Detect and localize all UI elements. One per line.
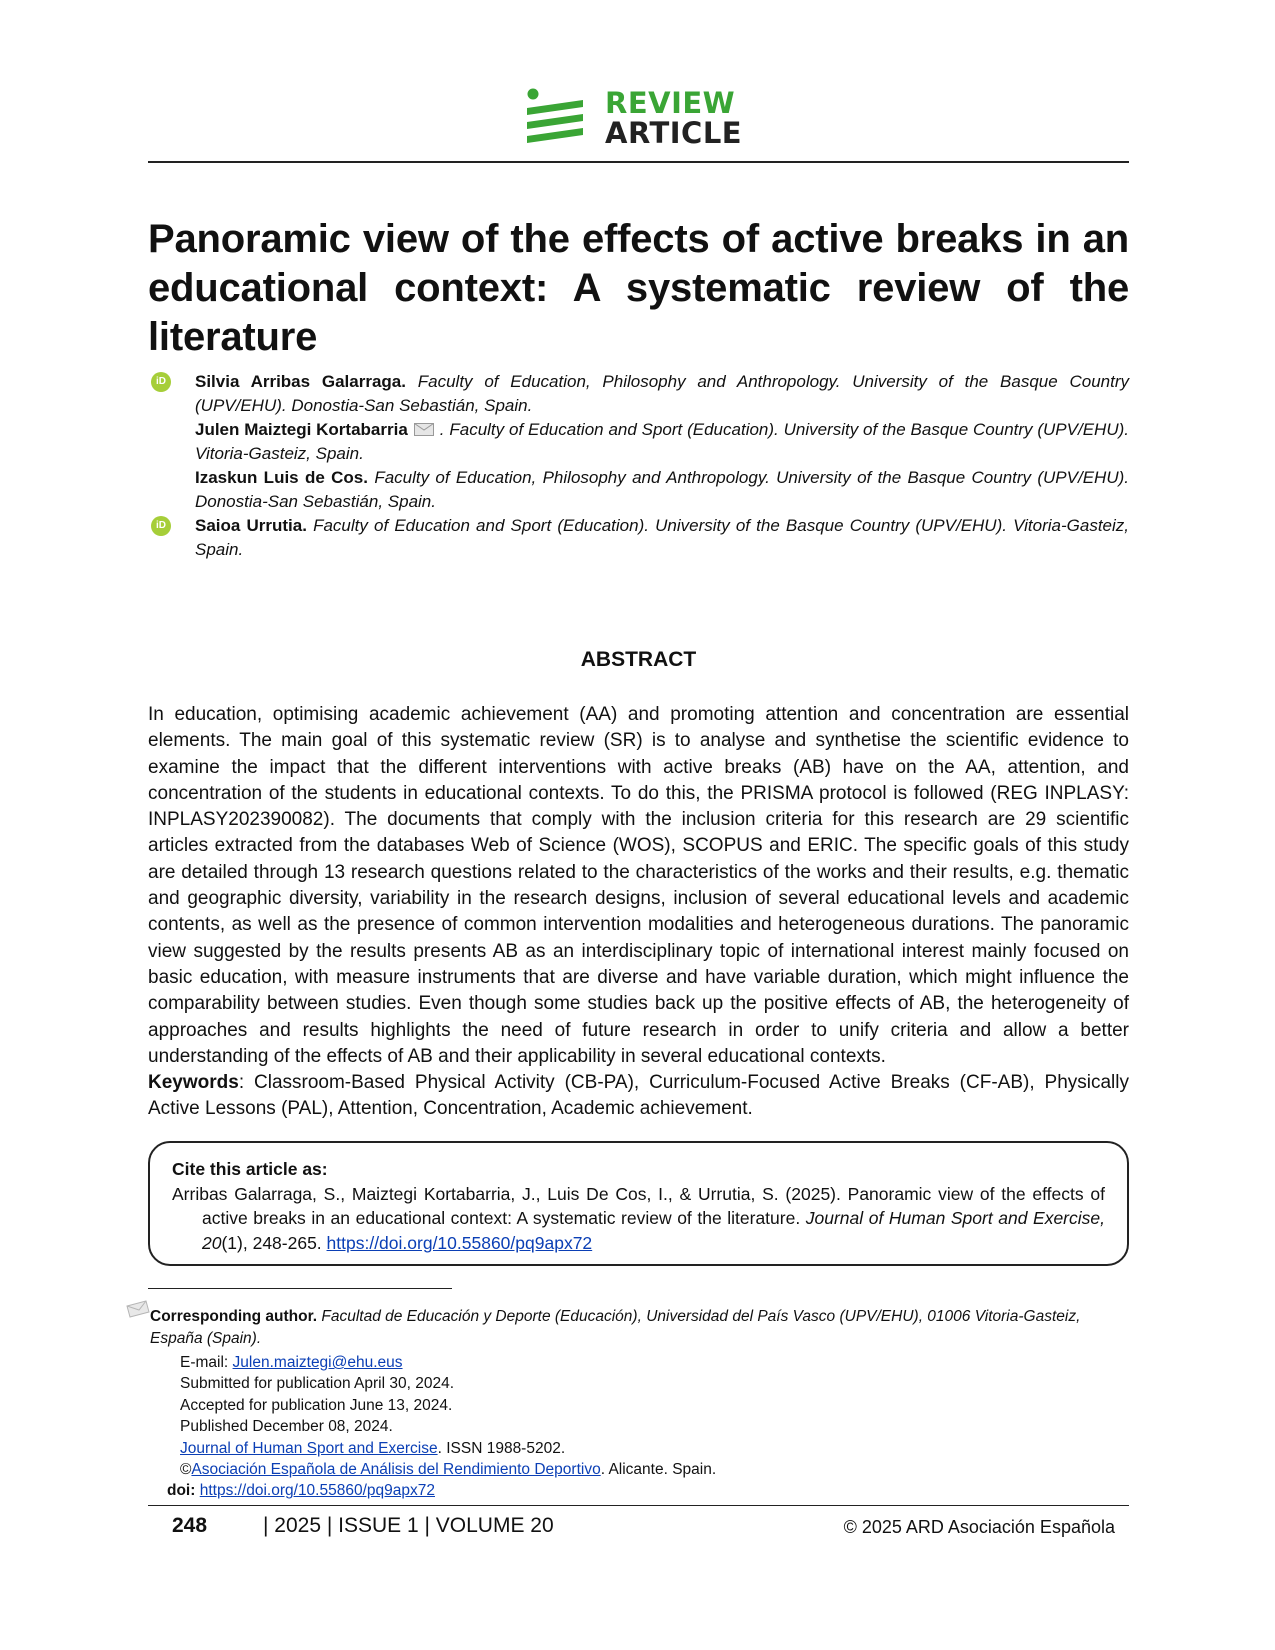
- author-entry: Izaskun Luis de Cos. Faculty of Education, Philosophy and Anthropology. University of the Basque Country (UPV/EHU). Donostia-San Sebastián, Spain.: [195, 468, 1129, 511]
- email-link[interactable]: Julen.maiztegi@ehu.eus: [232, 1354, 403, 1371]
- keywords: [148, 1070, 1129, 1123]
- email-line: E-mail: Julen.maiztegi@ehu.eus: [180, 1354, 403, 1371]
- journal-line: [180, 1438, 716, 1459]
- page-footer: [148, 1514, 1129, 1544]
- badge-line-article: ARTICLE: [605, 116, 743, 150]
- footer-copyright: © 2025 ARD Asociación Española: [843, 1517, 1115, 1537]
- keywords-label: Keywords: [148, 1072, 239, 1094]
- accepted-date: Accepted for publication June 13, 2024.: [180, 1396, 453, 1414]
- orcid-icon[interactable]: [151, 516, 171, 536]
- author-entry: Julen Maiztegi Kortabarria . Faculty of Education and Sport (Education). University of the Basque Country (UPV/EHU). Vitoria-Gasteiz, Spain.: [195, 420, 1129, 463]
- publication-details: [167, 1352, 717, 1502]
- abstract-text: In education, optimising academic achievement (AA) and promoting attention and concentration are essential elements. The main goal of this systematic review (SR) is to analyse and synthetise the scientific evidence to examine the impact that the different interventions with active breaks (AB) have on the AA, attention, and concentration of the students in educational contexts. To do this, the PRISMA protocol is followed (REG INPLASY: INPLASY202390082). The documents that comply with the inclusion criteria for this research are 29 scientific articles extracted from the databases Web of Science (WOS), SCOPUS and ERIC. The specific goals of this study are detailed through 13 research questions related to the characteristics of the works and their results, e.g. thematic and geographic diversity, variability in the research designs, inclusion of several educational levels and academic contents, as well as the presence of common intervention modalities and heterogeneous durations. The panoramic view suggested by the results presents AB as an interdisciplinary topic of international interest mainly focused on basic education, with measure instruments that are diverse and have variable duration, which might influence the comparability between studies. Even though some studies back up the positive effects of AB, the heterogeneity of approaches and results highlights the need of future research in order to unify criteria and allow a better understanding of the effects of AB and their applicability in several educational contexts.: [148, 704, 1129, 1067]
- page-number: 248: [172, 1514, 208, 1537]
- author-name: Julen Maiztegi Kortabarria: [195, 420, 408, 439]
- paper-title: [148, 215, 1129, 362]
- author-name: Saioa Urrutia: [195, 516, 303, 535]
- submitted-date: Submitted for publication April 30, 2024.: [180, 1375, 455, 1393]
- citation-text: Arribas Galarraga, S., Maiztegi Kortabarria, J., Luis De Cos, I., & Urrutia, S. (2025). Panoramic view of the effects of active breaks in an educational context: A systematic review of the literature. Journal of Human Sport and Exercise, 20(1), 248-265. https://doi.org/10.55860/pq9apx72: [172, 1183, 1105, 1253]
- footer-divider: [148, 1505, 1129, 1506]
- doi-line: [168, 1480, 716, 1501]
- author-list: [195, 370, 1129, 562]
- paper-title-line-2: educational context: A systematic review of the literature: [148, 266, 1129, 359]
- author-entry: iD Saioa Urrutia. Faculty of Education and Sport (Education). University of the Basque Country (UPV/EHU). Vitoria-Gasteiz, Spain.: [195, 514, 1129, 562]
- author-affiliation: Faculty of Education and Sport (Education). University of the Basque Country (UPV/EHU). Vitoria-Gasteiz, Spain.: [195, 420, 1129, 463]
- citation-heading: Cite this article as:: [172, 1159, 328, 1179]
- envelope-icon: [126, 1300, 150, 1318]
- author-entry: iD Silvia Arribas Galarraga. Faculty of Education, Philosophy and Anthropology. University of the Basque Country (UPV/EHU). Donostia-San Sebastián, Spain.: [195, 370, 1129, 418]
- badge-line-review: REVIEW: [605, 86, 736, 120]
- corresponding-address: Facultad de Educación y Deporte (Educación), Universidad del País Vasco (UPV/EHU), 01006 Vitoria-Gasteiz, España (Spain).: [150, 1308, 1081, 1347]
- citation-doi-link[interactable]: https://doi.org/10.55860/pq9apx72: [326, 1232, 593, 1253]
- footnote-divider: [148, 1288, 452, 1289]
- issn: . ISSN 1988-5202.: [437, 1439, 566, 1457]
- orcid-icon[interactable]: [151, 372, 171, 392]
- society-line: ©Asociación Española de Análisis del Rendimiento Deportivo. Alicante. Spain.: [180, 1461, 717, 1479]
- author-affiliation: Faculty of Education and Sport (Education). University of the Basque Country (UPV/EHU). Vitoria-Gasteiz, Spain.: [195, 516, 1129, 559]
- keywords-list: : Classroom-Based Physical Activity (CB-PA), Curriculum-Focused Active Breaks (CF-AB), Physically Active Lessons (PAL), Attention, Concentration, Academic achievement.: [148, 1072, 1129, 1120]
- doi-label: doi:: [167, 1482, 196, 1500]
- journal-link[interactable]: Journal of Human Sport and Exercise: [180, 1439, 438, 1457]
- envelope-icon[interactable]: [414, 423, 434, 436]
- abstract-heading: ABSTRACT: [580, 648, 697, 671]
- author-affiliation: Faculty of Education, Philosophy and Anthropology. University of the Basque Country (UPV/EHU). Donostia-San Sebastián, Spain.: [195, 372, 1129, 415]
- author-affiliation: Faculty of Education, Philosophy and Anthropology. University of the Basque Country (UPV/EHU). Donostia-San Sebastián, Spain.: [195, 468, 1129, 511]
- doi-link[interactable]: https://doi.org/10.55860/pq9apx72: [199, 1482, 435, 1500]
- abstract-body: [148, 702, 1129, 1123]
- corresponding-author-note: [150, 1306, 1129, 1350]
- author-name: Izaskun Luis de Cos: [195, 468, 364, 487]
- citation-journal: Journal of Human Sport and Exercise, 20: [202, 1208, 1105, 1253]
- journal-lines-icon: [525, 88, 585, 148]
- issue-info: | 2025 | ISSUE 1 | VOLUME 20: [263, 1514, 554, 1537]
- citation-box: [148, 1141, 1129, 1266]
- paper-title-line-1: Panoramic view of the effects of active breaks in an: [148, 217, 1129, 261]
- author-name: Silvia Arribas Galarraga: [195, 372, 402, 391]
- published-date: Published December 08, 2024.: [180, 1418, 393, 1436]
- header-divider: [148, 161, 1129, 163]
- society-link[interactable]: Asociación Española de Análisis del Rendimiento Deportivo: [191, 1461, 601, 1479]
- corresponding-label: Corresponding author.: [150, 1308, 318, 1325]
- review-article-badge: [525, 86, 742, 150]
